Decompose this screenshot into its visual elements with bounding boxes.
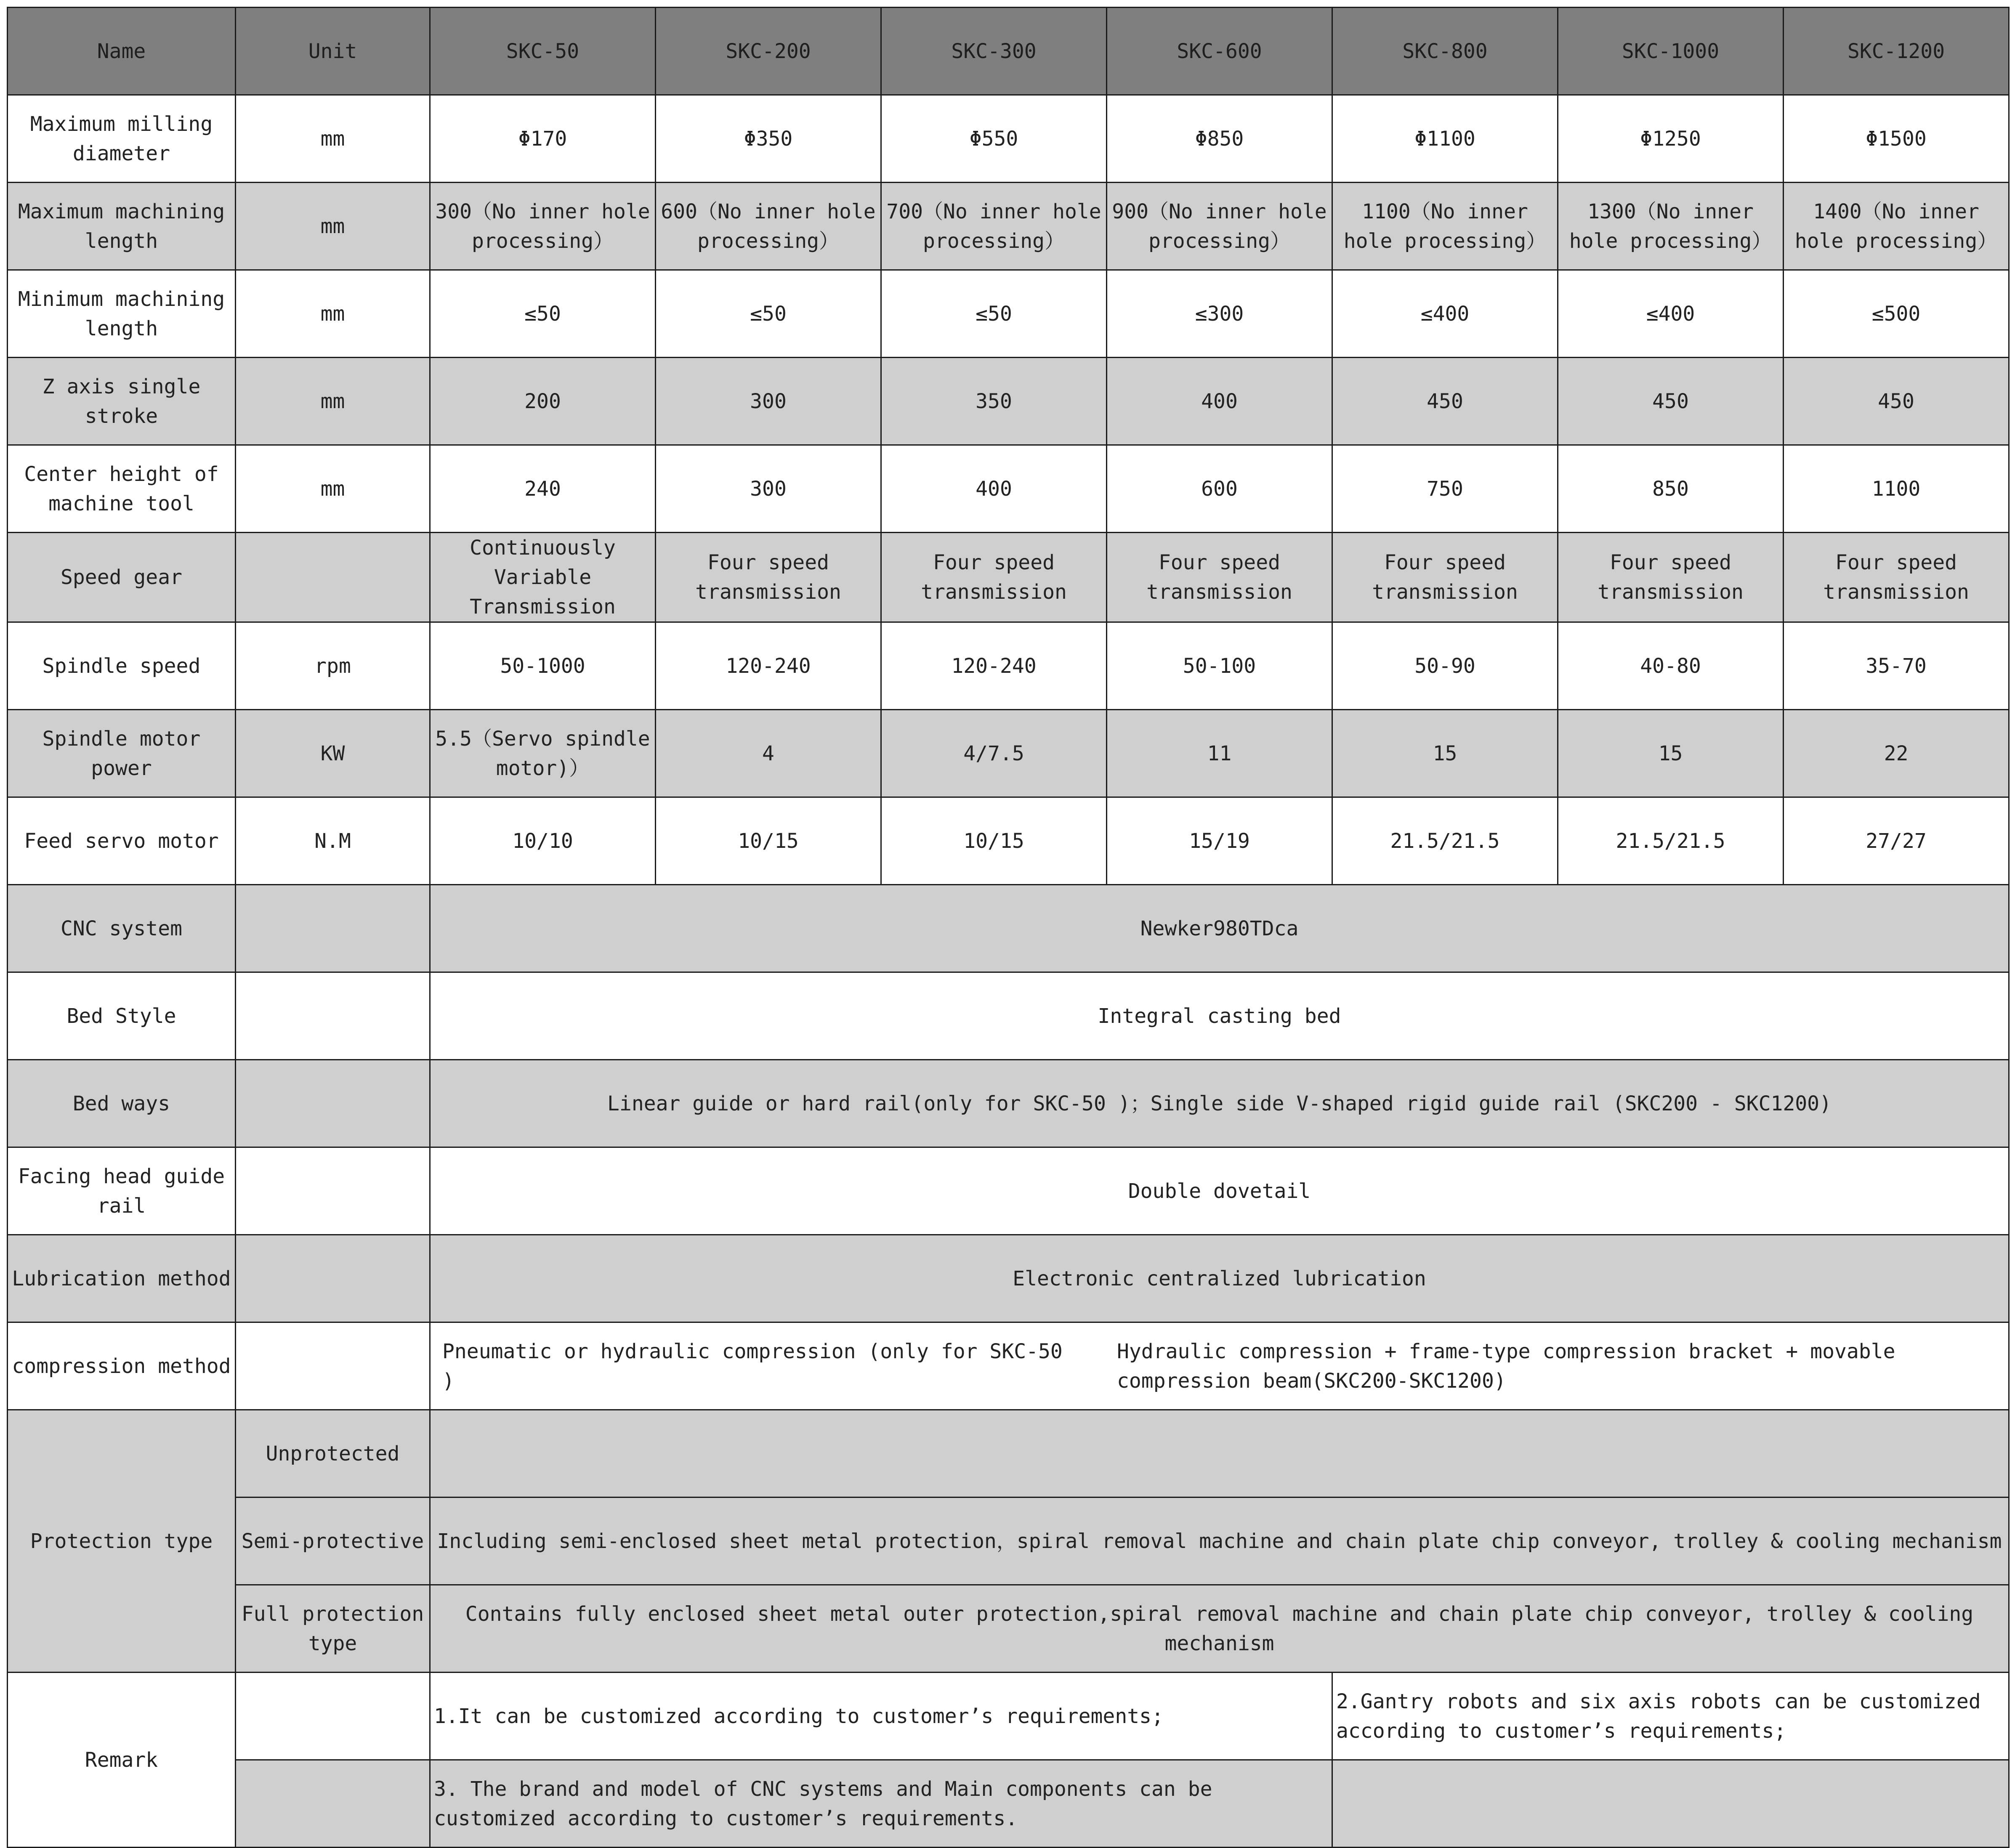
table-row bbox=[8, 358, 2009, 445]
cell: 11 bbox=[1107, 710, 1332, 797]
cell: 300 bbox=[656, 445, 881, 533]
cell: Φ850 bbox=[1107, 95, 1332, 183]
cell: Four speed transmission bbox=[1332, 533, 1558, 622]
cell: 27/27 bbox=[1784, 797, 2009, 885]
table-row bbox=[8, 710, 2009, 797]
table-row bbox=[8, 1498, 2009, 1585]
row-name: Z axis single stroke bbox=[8, 358, 236, 445]
cell: 300（No inner hole processing） bbox=[430, 183, 656, 270]
row-name: Spindle motor power bbox=[8, 710, 236, 797]
cell: 450 bbox=[1332, 358, 1558, 445]
table-row bbox=[8, 1585, 2009, 1673]
cell: 1400（No inner hole processing） bbox=[1784, 183, 2009, 270]
cell: Four speed transmission bbox=[881, 533, 1107, 622]
row-name: Bed ways bbox=[8, 1060, 236, 1147]
empty-cell bbox=[1332, 1760, 2009, 1848]
cell: 900（No inner hole processing） bbox=[1107, 183, 1332, 270]
table-row bbox=[8, 533, 2009, 622]
row-name: Feed servo motor bbox=[8, 797, 236, 885]
cell: ≤500 bbox=[1784, 270, 2009, 358]
table-row bbox=[8, 1147, 2009, 1235]
table-row bbox=[8, 1410, 2009, 1498]
row-unit bbox=[236, 1673, 430, 1760]
cell: ≤50 bbox=[881, 270, 1107, 358]
table-row bbox=[8, 1322, 2009, 1410]
remark-note: 2.Gantry robots and six axis robots can be customized according to customer’s requirements; bbox=[1332, 1673, 2009, 1760]
compression-a: Pneumatic or hydraulic compression (only for SKC-50 ) bbox=[442, 1339, 1063, 1393]
row-name: compression method bbox=[8, 1322, 236, 1410]
cell: 450 bbox=[1784, 358, 2009, 445]
cell: 10/15 bbox=[656, 797, 881, 885]
cell: 10/15 bbox=[881, 797, 1107, 885]
table-row bbox=[8, 270, 2009, 358]
table-row bbox=[8, 797, 2009, 885]
header-model: SKC-800 bbox=[1332, 8, 1558, 95]
row-unit: mm bbox=[236, 183, 430, 270]
merged-cell: Electronic centralized lubrication bbox=[430, 1235, 2009, 1322]
header-row bbox=[8, 8, 2009, 95]
cell: 350 bbox=[881, 358, 1107, 445]
row-name: Protection type bbox=[8, 1410, 236, 1673]
cell: 700（No inner hole processing） bbox=[881, 183, 1107, 270]
row-name: Minimum machining length bbox=[8, 270, 236, 358]
table-row bbox=[8, 885, 2009, 972]
cell: 1300（No inner hole processing） bbox=[1558, 183, 1784, 270]
merged-cell: Integral casting bed bbox=[430, 972, 2009, 1060]
row-unit: KW bbox=[236, 710, 430, 797]
cell: 15 bbox=[1332, 710, 1558, 797]
cell: 50-100 bbox=[1107, 622, 1332, 710]
cell: 1100（No inner hole processing） bbox=[1332, 183, 1558, 270]
row-unit bbox=[236, 1322, 430, 1410]
cell: Four speed transmission bbox=[1558, 533, 1784, 622]
cell: 850 bbox=[1558, 445, 1784, 533]
header-unit: Unit bbox=[236, 8, 430, 95]
cell: 35-70 bbox=[1784, 622, 2009, 710]
cell: 1100 bbox=[1784, 445, 2009, 533]
row-name: CNC system bbox=[8, 885, 236, 972]
row-unit bbox=[236, 972, 430, 1060]
header-model: SKC-600 bbox=[1107, 8, 1332, 95]
row-unit: mm bbox=[236, 445, 430, 533]
merged-cell: Newker980TDca bbox=[430, 885, 2009, 972]
header-model: SKC-300 bbox=[881, 8, 1107, 95]
row-unit: mm bbox=[236, 358, 430, 445]
merged-cell: Including semi-enclosed sheet metal protection，spiral removal machine and chain plate chip conveyor, trolley & cooling mechanism bbox=[430, 1498, 2009, 1585]
table-row bbox=[8, 445, 2009, 533]
remark-note: 1.It can be customized according to customer’s requirements; bbox=[430, 1673, 1332, 1760]
merged-cell: Double dovetail bbox=[430, 1147, 2009, 1235]
cell: 120-240 bbox=[881, 622, 1107, 710]
cell: 450 bbox=[1558, 358, 1784, 445]
row-unit: rpm bbox=[236, 622, 430, 710]
compression-b: Hydraulic compression + frame-type compression bracket + movable compression beam(SKC200-SKC1200) bbox=[1117, 1339, 1895, 1393]
cell: Φ1500 bbox=[1784, 95, 2009, 183]
merged-cell bbox=[430, 1410, 2009, 1498]
row-unit bbox=[236, 1060, 430, 1147]
cell: ≤400 bbox=[1558, 270, 1784, 358]
row-name: Maximum milling diameter bbox=[8, 95, 236, 183]
cell: Φ350 bbox=[656, 95, 881, 183]
header-name: Name bbox=[8, 8, 236, 95]
cell: 4/7.5 bbox=[881, 710, 1107, 797]
cell: 240 bbox=[430, 445, 656, 533]
table-row bbox=[8, 95, 2009, 183]
header-model: SKC-200 bbox=[656, 8, 881, 95]
compression-text bbox=[434, 1337, 2005, 1396]
cell: 21.5/21.5 bbox=[1332, 797, 1558, 885]
merged-cell: Linear guide or hard rail(only for SKC-50 )；Single side V-shaped rigid guide rail (SKC200 - SKC1200) bbox=[430, 1060, 2009, 1147]
row-unit bbox=[236, 885, 430, 972]
row-unit: mm bbox=[236, 270, 430, 358]
merged-cell: Contains fully enclosed sheet metal outer protection,spiral removal machine and chain plate chip conveyor, trolley & cooling mechanism bbox=[430, 1585, 2009, 1673]
cell: 5.5（Servo spindle motor)） bbox=[430, 710, 656, 797]
row-unit: Unprotected bbox=[236, 1410, 430, 1498]
header-model: SKC-1000 bbox=[1558, 8, 1784, 95]
cell: 15 bbox=[1558, 710, 1784, 797]
row-unit: Semi-protective bbox=[236, 1498, 430, 1585]
table-row bbox=[8, 1760, 2009, 1848]
cell: 15/19 bbox=[1107, 797, 1332, 885]
table-row bbox=[8, 1060, 2009, 1147]
spec-table bbox=[7, 7, 2010, 1848]
table-row bbox=[8, 622, 2009, 710]
cell: 200 bbox=[430, 358, 656, 445]
row-name: Spindle speed bbox=[8, 622, 236, 710]
cell: ≤50 bbox=[430, 270, 656, 358]
cell: 400 bbox=[1107, 358, 1332, 445]
cell: Φ170 bbox=[430, 95, 656, 183]
row-unit: N.M bbox=[236, 797, 430, 885]
remark-note: 3. The brand and model of CNC systems and Main components can be customized according to customer’s requirements. bbox=[430, 1760, 1332, 1848]
cell: 4 bbox=[656, 710, 881, 797]
cell: Φ1100 bbox=[1332, 95, 1558, 183]
cell: 50-90 bbox=[1332, 622, 1558, 710]
cell: 50-1000 bbox=[430, 622, 656, 710]
cell: 120-240 bbox=[656, 622, 881, 710]
cell: 300 bbox=[656, 358, 881, 445]
cell: Four speed transmission bbox=[656, 533, 881, 622]
cell: ≤400 bbox=[1332, 270, 1558, 358]
table-row bbox=[8, 972, 2009, 1060]
cell: 40-80 bbox=[1558, 622, 1784, 710]
cell: Continuously Variable Transmission bbox=[430, 533, 656, 622]
cell: Φ550 bbox=[881, 95, 1107, 183]
merged-cell bbox=[430, 1322, 2009, 1410]
header-model: SKC-1200 bbox=[1784, 8, 2009, 95]
cell: 10/10 bbox=[430, 797, 656, 885]
row-unit bbox=[236, 1760, 430, 1848]
cell: 750 bbox=[1332, 445, 1558, 533]
cell: Four speed transmission bbox=[1107, 533, 1332, 622]
cell: Φ1250 bbox=[1558, 95, 1784, 183]
row-name: Maximum machining length bbox=[8, 183, 236, 270]
row-unit: Full protection type bbox=[236, 1585, 430, 1673]
row-unit bbox=[236, 1235, 430, 1322]
row-unit bbox=[236, 1147, 430, 1235]
row-name: Remark bbox=[8, 1673, 236, 1848]
cell: 21.5/21.5 bbox=[1558, 797, 1784, 885]
row-unit: mm bbox=[236, 95, 430, 183]
cell: 400 bbox=[881, 445, 1107, 533]
row-name: Lubrication method bbox=[8, 1235, 236, 1322]
row-name: Speed gear bbox=[8, 533, 236, 622]
header-model: SKC-50 bbox=[430, 8, 656, 95]
cell: Four speed transmission bbox=[1784, 533, 2009, 622]
row-name: Center height of machine tool bbox=[8, 445, 236, 533]
table-row bbox=[8, 1673, 2009, 1760]
cell: ≤300 bbox=[1107, 270, 1332, 358]
cell: ≤50 bbox=[656, 270, 881, 358]
row-name: Bed Style bbox=[8, 972, 236, 1060]
cell: 600 bbox=[1107, 445, 1332, 533]
cell: 600（No inner hole processing） bbox=[656, 183, 881, 270]
table-row bbox=[8, 183, 2009, 270]
cell: 22 bbox=[1784, 710, 2009, 797]
table-row bbox=[8, 1235, 2009, 1322]
row-name: Facing head guide rail bbox=[8, 1147, 236, 1235]
row-unit bbox=[236, 533, 430, 622]
